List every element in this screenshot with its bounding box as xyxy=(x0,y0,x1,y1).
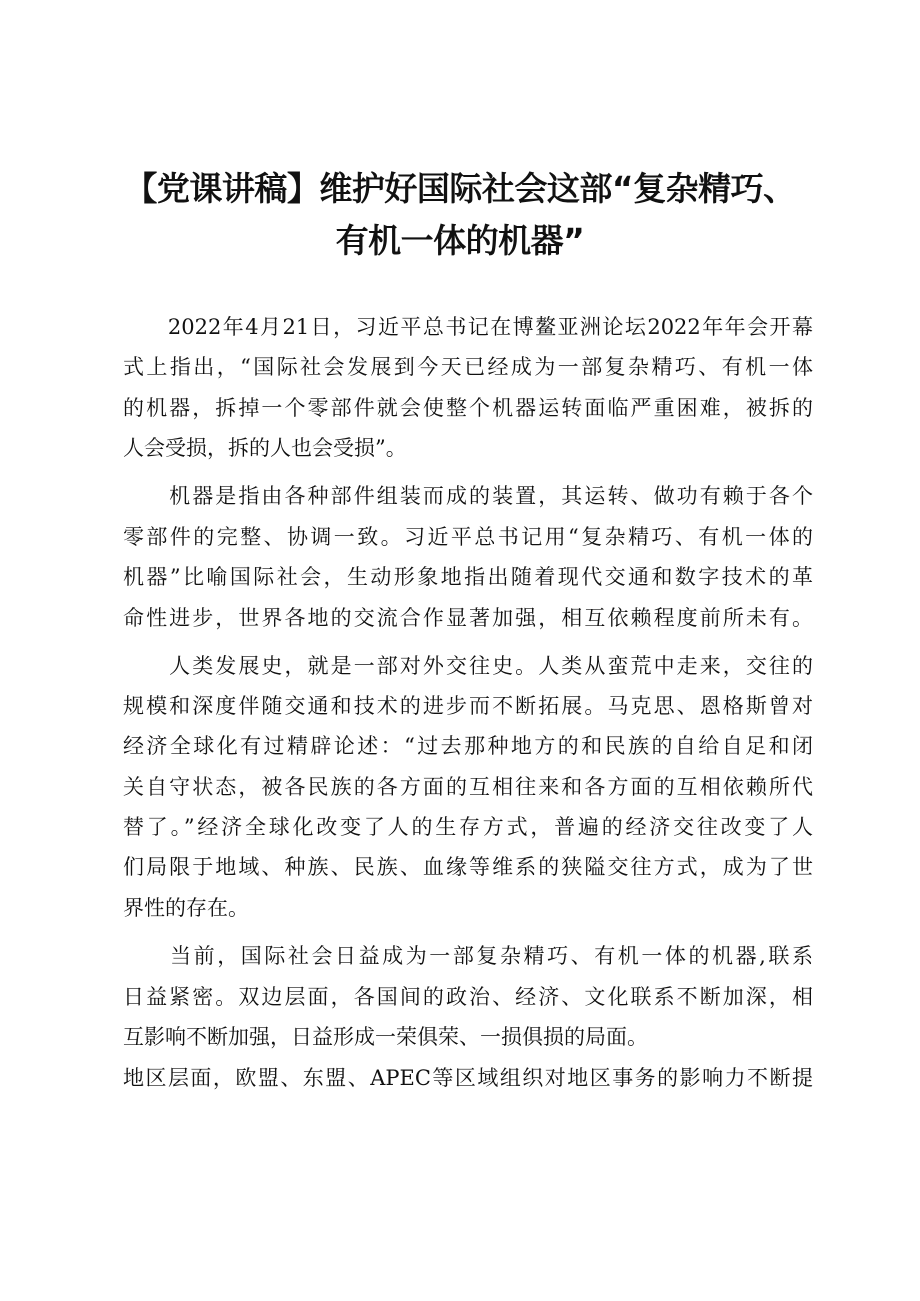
paragraph-line: 当前，国际社会日益成为一部复杂精巧、有机一体的机器,联系 xyxy=(123,944,813,968)
paragraph-line: 零部件的完整、协调一致。习近平总书记用“复杂精巧、有机一体的 xyxy=(123,525,813,549)
paragraph-line: 互影响不断加强，日益形成一荣俱荣、一损俱损的局面。 xyxy=(123,1025,648,1049)
paragraph-line: 关自守状态，被各民族的各方面的互相往来和各方面的互相依赖所代 xyxy=(123,775,813,799)
paragraph-line: 机器是指由各种部件组装而成的装置，其运转、做功有赖于各个 xyxy=(123,484,813,508)
paragraph-line: 的机器，拆掉一个零部件就会使整个机器运转面临严重困难，被拆的 xyxy=(123,396,813,420)
paragraph-line: 人类发展史，就是一部对外交往史。人类从蛮荒中走来，交往的 xyxy=(123,654,813,678)
paragraph-line: 替了。”经济全球化改变了人的生存方式，普遍的经济交往改变了人 xyxy=(123,815,813,839)
paragraph-line: 2022年4月21日，习近平总书记在博鳌亚洲论坛2022年年会开幕 xyxy=(123,315,813,339)
paragraph-line: 人会受损，拆的人也会受损”。 xyxy=(123,436,407,460)
paragraph-line: 日益紧密。双边层面，各国间的政治、经济、文化联系不断加深，相 xyxy=(123,985,813,1009)
paragraph-line: 式上指出，“国际社会发展到今天已经成为一部复杂精巧、有机一体 xyxy=(123,355,813,379)
document-title-line-2: 有机一体的机器” xyxy=(335,221,585,260)
paragraph-line: 机器”比喻国际社会，生动形象地指出随着现代交通和数字技术的革 xyxy=(123,565,813,589)
document-title-line-1: 【党课讲稿】维护好国际社会这部“复杂精巧、 xyxy=(124,169,796,208)
paragraph-line: 地区层面，欧盟、东盟、APEC等区域组织对地区事务的影响力不断提 xyxy=(123,1066,813,1090)
paragraph-line: 经济全球化有过精辟论述：“过去那种地方的和民族的自给自足和闭 xyxy=(123,734,813,758)
paragraph-line: 们局限于地域、种族、民族、血缘等维系的狭隘交往方式，成为了世 xyxy=(123,855,813,879)
paragraph-line: 界性的存在。 xyxy=(123,896,249,920)
paragraph-line: 命性进步，世界各地的交流合作显著加强，相互依赖程度前所未有。 xyxy=(123,606,813,630)
paragraph-line: 规模和深度伴随交通和技术的进步而不断拓展。马克思、恩格斯曾对 xyxy=(123,694,813,718)
